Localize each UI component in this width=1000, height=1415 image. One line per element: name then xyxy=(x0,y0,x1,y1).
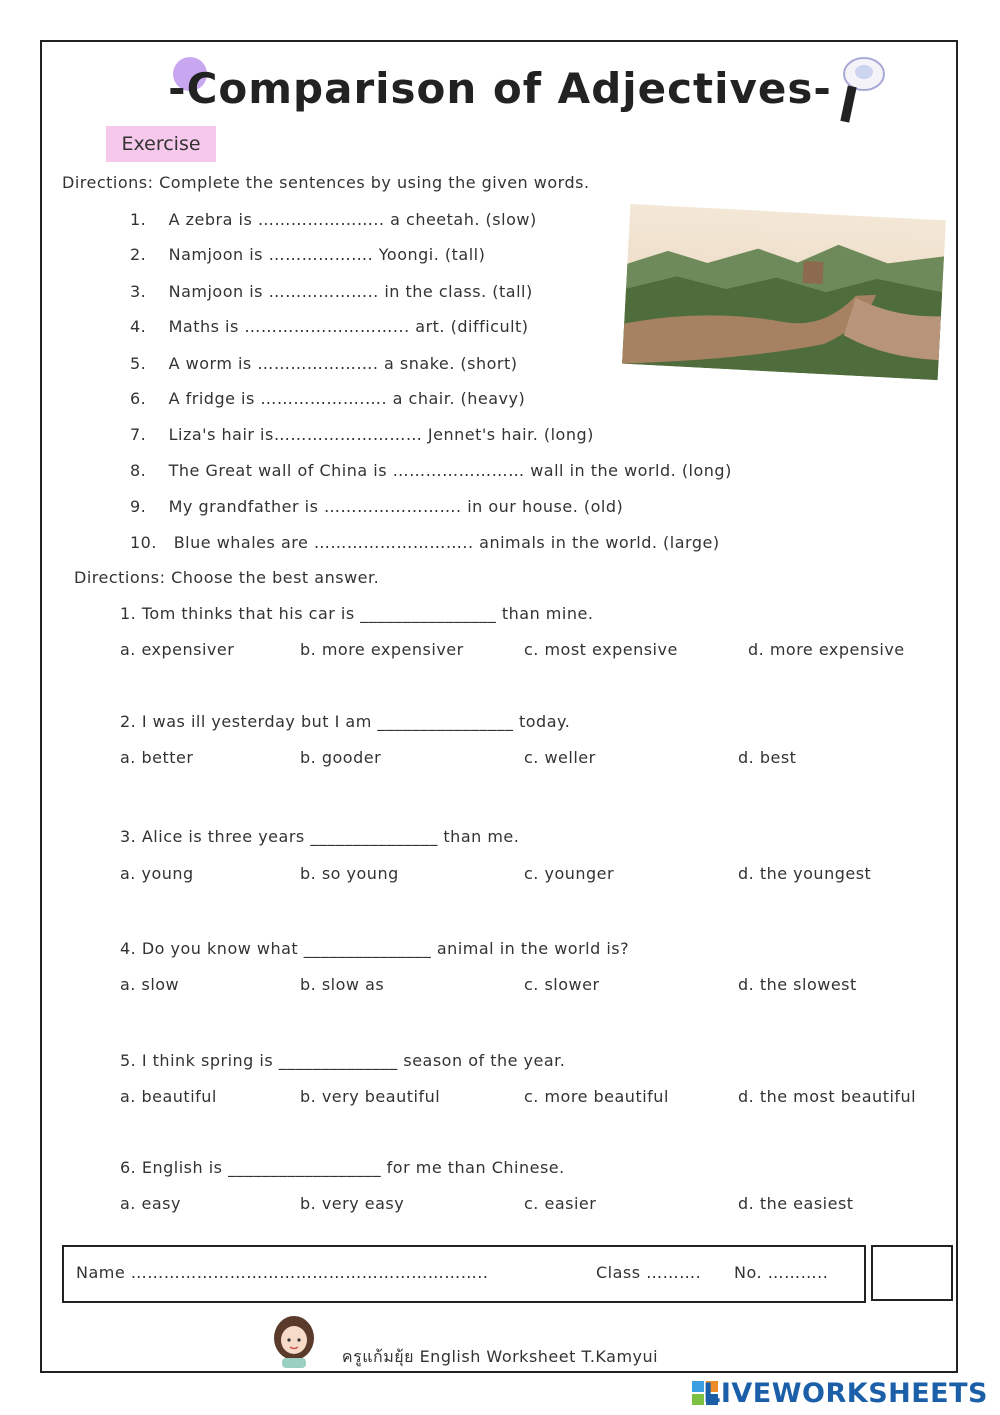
mc-question-3: 3. Alice is three years _______________ than me. xyxy=(120,827,520,846)
option-1b[interactable]: b. more expensiver xyxy=(300,640,464,659)
mc-question-5: 5. I think spring is ______________ season of the year. xyxy=(120,1051,566,1070)
number-field[interactable]: No. ……….. xyxy=(734,1263,829,1282)
fill-item-6[interactable]: 6. A fridge is ……………….…. a chair. (heavy) xyxy=(130,389,526,408)
fill-item-3[interactable]: 3. Namjoon is ……………….. in the class. (tall) xyxy=(130,282,533,301)
exercise-label: Exercise xyxy=(106,126,216,162)
mc-question-4: 4. Do you know what _______________ animal in the world is? xyxy=(120,939,630,958)
lightstick-icon xyxy=(818,52,894,128)
mc-question-6: 6. English is __________________ for me than Chinese. xyxy=(120,1158,565,1177)
page-title: -Comparison of Adjectives- xyxy=(168,64,832,113)
fill-item-9[interactable]: 9. My grandfather is ……………………. in our house. (old) xyxy=(130,497,624,516)
fill-item-2[interactable]: 2. Namjoon is ………………. Yoongi. (tall) xyxy=(130,245,486,264)
fill-item-5[interactable]: 5. A worm is …………………. a snake. (short) xyxy=(130,354,518,373)
option-2b[interactable]: b. gooder xyxy=(300,748,382,767)
option-6c[interactable]: c. easier xyxy=(524,1194,597,1213)
option-5c[interactable]: c. more beautiful xyxy=(524,1087,669,1106)
fill-item-8[interactable]: 8. The Great wall of China is …………………… wall in the world. (long) xyxy=(130,461,732,480)
directions-1: Directions: Complete the sentences by using the given words. xyxy=(62,173,590,192)
option-2d[interactable]: d. best xyxy=(738,748,797,767)
name-field[interactable]: Name ……………………………………………………….. xyxy=(76,1263,495,1282)
option-6d[interactable]: d. the easiest xyxy=(738,1194,854,1213)
option-6b[interactable]: b. very easy xyxy=(300,1194,405,1213)
option-3c[interactable]: c. younger xyxy=(524,864,615,883)
option-5a[interactable]: a. beautiful xyxy=(120,1087,217,1106)
directions-2: Directions: Choose the best answer. xyxy=(74,568,380,587)
brand-watermark: LIVEWORKSHEETS xyxy=(703,1378,988,1409)
mc-question-2: 2. I was ill yesterday but I am ________________ today. xyxy=(120,712,571,731)
score-box[interactable] xyxy=(871,1245,953,1301)
option-3a[interactable]: a. young xyxy=(120,864,194,883)
option-4d[interactable]: d. the slowest xyxy=(738,975,857,994)
option-4c[interactable]: c. slower xyxy=(524,975,600,994)
option-3d[interactable]: d. the youngest xyxy=(738,864,872,883)
great-wall-photo xyxy=(622,204,946,380)
option-4b[interactable]: b. slow as xyxy=(300,975,385,994)
option-1c[interactable]: c. most expensive xyxy=(524,640,678,659)
option-2a[interactable]: a. better xyxy=(120,748,194,767)
option-1d[interactable]: d. more expensive xyxy=(748,640,905,659)
fill-item-1[interactable]: 1. A zebra is ………………….. a cheetah. (slow) xyxy=(130,210,537,229)
option-5b[interactable]: b. very beautiful xyxy=(300,1087,441,1106)
name-class-box xyxy=(62,1245,866,1303)
option-4a[interactable]: a. slow xyxy=(120,975,180,994)
option-2c[interactable]: c. weller xyxy=(524,748,596,767)
fill-item-7[interactable]: 7. Liza's hair is……………………… Jennet's hair. (long) xyxy=(130,425,594,444)
option-5d[interactable]: d. the most beautiful xyxy=(738,1087,917,1106)
class-field[interactable]: Class ………. xyxy=(596,1263,707,1282)
mc-question-1: 1. Tom thinks that his car is ________________ than mine. xyxy=(120,604,594,623)
option-3b[interactable]: b. so young xyxy=(300,864,399,883)
option-1a[interactable]: a. expensiver xyxy=(120,640,235,659)
fill-item-10[interactable]: 10. Blue whales are ……………………….. animals in the world. (large) xyxy=(130,533,720,552)
option-6a[interactable]: a. easy xyxy=(120,1194,181,1213)
footer-credit: ครูแก้มยุ้ย English Worksheet T.Kamyui xyxy=(341,1347,659,1366)
fill-item-4[interactable]: 4. Maths is ………………………... art. (difficult) xyxy=(130,317,529,336)
